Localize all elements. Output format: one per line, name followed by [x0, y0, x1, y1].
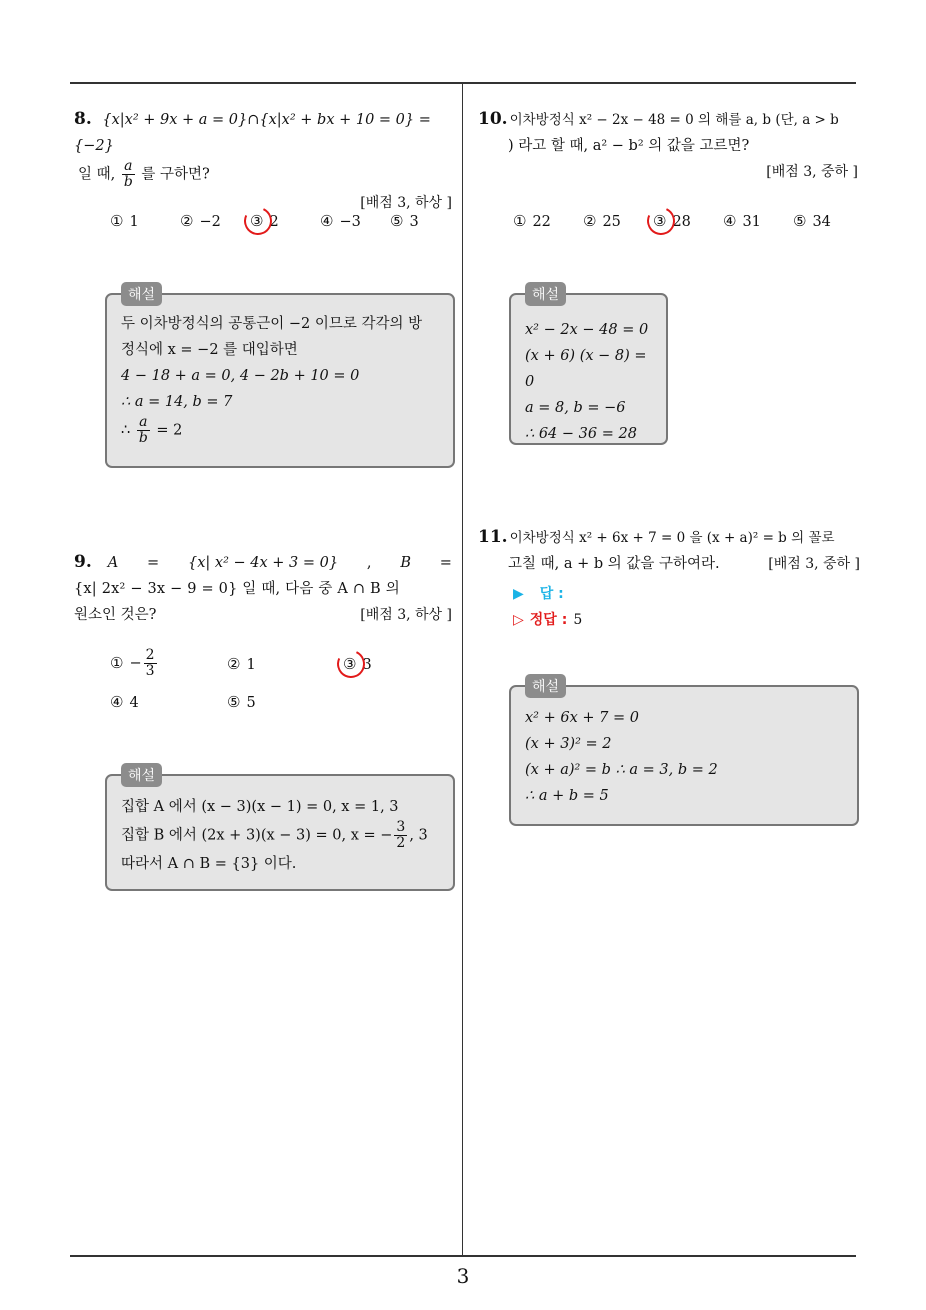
choice-number: ④	[723, 212, 737, 230]
solution-line2-pre: 집합 B 에서 (2x + 3)(x − 3) = 0, x = −	[121, 827, 393, 844]
choice-text: 22	[532, 214, 551, 230]
choice-4[interactable]	[110, 693, 139, 711]
solution-line2-post: , 3	[409, 827, 428, 844]
question-11-line2-text: 고칠 때, a + b 의 값을 구하여라.	[508, 556, 720, 572]
question-11	[478, 524, 860, 577]
question-11-text: 이차방정식 x² + 6x + 7 = 0 을 (x + a)² = b 의 꼴로	[509, 530, 835, 546]
correct-arrow-icon: ▷	[513, 612, 524, 628]
question-11-line2	[508, 551, 860, 577]
fraction-numerator: 2	[145, 647, 155, 663]
choice-text: −2	[199, 214, 221, 230]
choice-text: 34	[812, 214, 831, 230]
question-9-solution-box	[105, 768, 455, 891]
question-9-meta: [배점 3, 하상 ]	[360, 607, 452, 623]
solution-line: x² − 2x − 48 = 0	[525, 322, 649, 338]
choice-1[interactable]	[110, 212, 139, 230]
fraction-denominator: b	[123, 174, 133, 190]
question-11-line1	[478, 524, 860, 551]
solution-body	[511, 295, 666, 457]
choice-number: ①	[513, 212, 527, 230]
solution-line: ∴ a + b = 5	[525, 788, 609, 804]
solution-body	[107, 295, 453, 456]
therefore-symbol: ∴	[121, 422, 131, 439]
question-8-fraction	[122, 159, 135, 190]
question-8	[74, 106, 452, 216]
solution-tag: 해설	[121, 282, 162, 306]
choice-2[interactable]	[180, 212, 221, 230]
correct-answer-value: 5	[573, 612, 583, 628]
solution-line: (x + 6) (x − 8) = 0	[525, 348, 647, 390]
choice-text: 2	[269, 214, 279, 230]
choice-4[interactable]	[320, 212, 361, 230]
choice-5[interactable]	[793, 212, 831, 230]
choice-text: 1	[129, 214, 139, 230]
question-10-text: 이차방정식 x² − 2x − 48 = 0 의 해를 a, b (단, a > b	[509, 112, 839, 128]
choice-text: 1	[246, 657, 256, 673]
answer-arrow-icon: ▶	[513, 586, 524, 602]
choice-fraction	[144, 648, 157, 679]
solution-line: 4 − 18 + a = 0, 4 − 2b + 10 = 0	[121, 368, 360, 384]
question-11-number: 11.	[478, 527, 508, 547]
solution-body	[107, 776, 453, 887]
choice-3-selected[interactable]	[250, 212, 279, 230]
question-8-line1	[74, 106, 452, 159]
solution-tag: 해설	[121, 763, 162, 787]
question-8-set-equation: {x|x² + 9x + a = 0}∩{x|x² + bx + 10 = 0} = {−2}	[74, 112, 431, 154]
choice-number: ⑤	[390, 212, 404, 230]
choice-1[interactable]	[110, 648, 159, 679]
solution-body	[511, 687, 857, 819]
solution-line: x² + 6x + 7 = 0	[525, 710, 639, 726]
bottom-rule	[70, 1255, 856, 1257]
solution-line: 집합 A 에서 (x − 3)(x − 1) = 0, x = 1, 3	[121, 799, 399, 815]
question-10-line1	[478, 106, 858, 133]
minus-sign: −	[129, 655, 142, 672]
question-10-number: 10.	[478, 109, 508, 129]
choice-text: 5	[246, 695, 256, 711]
choice-text: −3	[339, 214, 361, 230]
comma: ,	[366, 555, 372, 571]
question-8-line2-post: 를 구하면?	[141, 166, 210, 183]
question-9-number: 9.	[74, 552, 92, 572]
choice-3-selected[interactable]	[343, 655, 372, 673]
choice-text: 25	[602, 214, 621, 230]
question-8-meta: [배점 3, 하상 ]	[360, 195, 452, 211]
choice-5[interactable]	[390, 212, 419, 230]
fraction-denominator: 2	[396, 835, 406, 851]
solution-result: = 2	[156, 422, 183, 439]
answer-label: 답 :	[539, 586, 564, 602]
choice-number: ②	[227, 655, 241, 673]
choice-4[interactable]	[723, 212, 761, 230]
choice-text: 28	[672, 214, 691, 230]
answer-input-row[interactable]	[513, 583, 564, 603]
fraction-denominator: b	[138, 430, 148, 446]
question-8-number: 8.	[74, 109, 92, 129]
choice-text: 3	[409, 214, 419, 230]
choice-5[interactable]	[227, 693, 256, 711]
question-9	[74, 549, 452, 628]
choice-number: ③	[250, 212, 264, 230]
solution-line: ∴ 64 − 36 = 28	[525, 426, 637, 442]
choice-text: 4	[129, 695, 139, 711]
choice-number: ③	[343, 655, 357, 673]
solution-line: (x + a)² = b ∴ a = 3, b = 2	[525, 762, 718, 778]
equals-sign: =	[147, 555, 160, 571]
choice-3-selected[interactable]	[653, 212, 691, 230]
question-10	[478, 106, 858, 185]
choice-text: 3	[362, 657, 372, 673]
solution-line	[121, 415, 439, 446]
question-8-solution-box	[105, 287, 455, 468]
fraction-denominator: 3	[145, 663, 155, 679]
solution-line: 정식에 x = −2 를 대입하면	[121, 342, 298, 358]
choice-1[interactable]	[513, 212, 551, 230]
set-a-definition: {x| x² − 4x + 3 = 0}	[188, 555, 339, 571]
answer-mark-circle	[333, 646, 372, 682]
solution-line: 두 이차방정식의 공통근이 −2 이므로 각각의 방	[121, 316, 423, 332]
question-11-solution-box	[509, 679, 859, 826]
choice-number: ⑤	[227, 693, 241, 711]
fraction-numerator: 3	[396, 819, 406, 835]
question-10-line2: ) 라고 할 때, a² − b² 의 값을 고르면?	[508, 138, 750, 154]
answer-mark-circle	[643, 203, 679, 239]
question-9-line2: {x| 2x² − 3x − 9 = 0} 일 때, 다음 중 A ∩ B 의	[74, 581, 400, 597]
solution-fraction	[394, 820, 407, 851]
solution-line: 따라서 A ∩ B = {3} 이다.	[121, 856, 297, 872]
fraction-numerator: a	[122, 159, 135, 175]
correct-answer-row	[513, 609, 582, 629]
question-9-line3-text: 원소인 것은?	[74, 607, 157, 623]
fraction-numerator: a	[137, 415, 150, 431]
solution-tag: 해설	[525, 282, 566, 306]
equals-sign: =	[439, 555, 452, 571]
solution-line: a = 8, b = −6	[525, 400, 626, 416]
column-divider	[462, 83, 463, 1256]
choice-number: ①	[110, 212, 124, 230]
solution-fraction	[137, 415, 150, 446]
choice-number: ①	[110, 653, 124, 672]
choice-number: ④	[110, 693, 124, 711]
question-11-meta: [배점 3, 중하 ]	[768, 556, 860, 572]
choice-2[interactable]	[583, 212, 621, 230]
choice-number: ④	[320, 212, 334, 230]
page-number: 3	[456, 1264, 470, 1288]
solution-line	[121, 820, 439, 851]
choice-number: ③	[653, 212, 667, 230]
set-b-label: B	[400, 555, 411, 571]
choice-number: ⑤	[793, 212, 807, 230]
question-9-line3	[74, 602, 452, 628]
question-9-line1	[74, 549, 452, 576]
set-a-label: A	[107, 555, 119, 571]
question-8-line2	[78, 159, 452, 190]
solution-line: (x + 3)² = 2	[525, 736, 612, 752]
choice-2[interactable]	[227, 655, 256, 673]
question-10-solution-box	[509, 287, 668, 445]
choice-text: 31	[742, 214, 761, 230]
question-10-meta: [배점 3, 중하 ]	[766, 164, 858, 180]
choice-number: ②	[583, 212, 597, 230]
correct-answer-label: 정답 :	[529, 612, 568, 628]
solution-tag: 해설	[525, 674, 566, 698]
question-8-line2-pre: 일 때,	[78, 166, 116, 183]
choice-number: ②	[180, 212, 194, 230]
top-rule	[70, 82, 856, 84]
solution-line: ∴ a = 14, b = 7	[121, 394, 233, 410]
